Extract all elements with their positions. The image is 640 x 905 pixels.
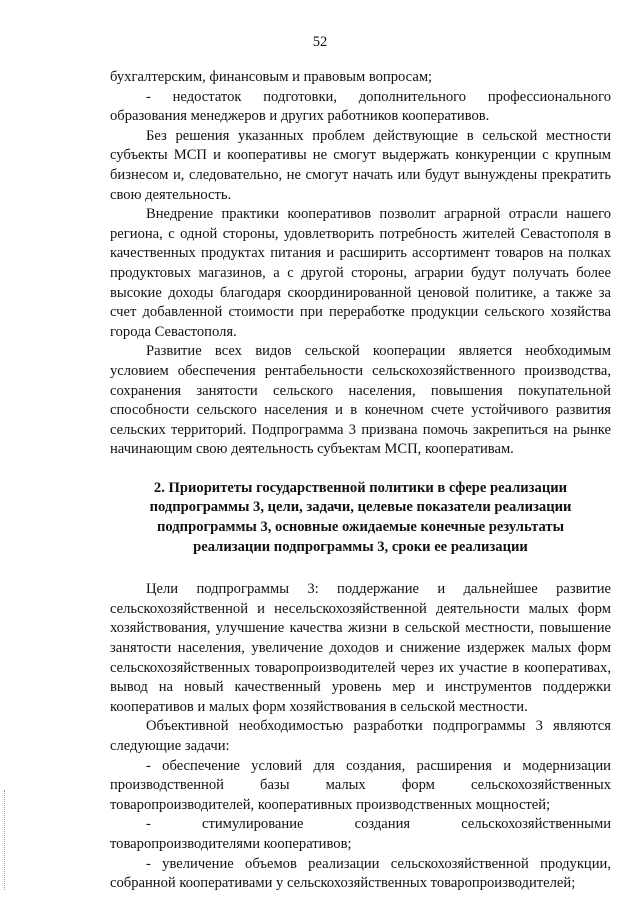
page-number: 52: [312, 34, 328, 50]
paragraph: Объективной необходимостью разработки подпрограммы 3 являются следующие задачи:: [110, 718, 611, 754]
paragraph: Без решения указанных проблем действующие в сельской местности субъекты МСП и кооперативы не смогут выдержать конкуренции с крупным бизнесом и, следовательно, не смогут начать или будут вынуждены прекратить свою деятельность.: [110, 127, 611, 203]
heading-line: подпрограммы 3, цели, задачи, целевые показатели реализации: [149, 499, 572, 516]
paragraph: Внедрение практики кооперативов позволит аграрной отрасли нашего региона, с одной стороны, удовлетворить потребность жителей Севастополя в качественных продуктах питания и расширить ассортимент товаров на полках продуктовых магазинов, а с другой стороны, аграрии будут получать более высокие доходы благодаря скоординированной ценовой политике, а также за счет добавленной стоимости при переработке продукции сельского хозяйства города Севастополя.: [110, 206, 611, 340]
paragraph: - стимулирование создания сельскохозяйственными товаропроизводителями кооперативов;: [110, 816, 611, 852]
heading-line: подпрограммы 3, основные ожидаемые конечные результаты: [157, 519, 564, 536]
document-body: [110, 68, 611, 894]
paragraphs-top: [110, 68, 611, 460]
paragraph: - увеличение объемов реализации сельскохозяйственной продукции, собранной кооперативами у сельскохозяйственных товаропроизводителей;: [110, 855, 611, 892]
heading-line: реализации подпрограммы 3, сроки ее реализации: [193, 538, 528, 555]
paragraph: - недостаток подготовки, дополнительного профессионального образования менеджеров и других работников кооперативов.: [110, 88, 611, 125]
heading-line: 2. Приоритеты государственной политики в сфере реализации: [153, 479, 568, 496]
scan-margin-mark: [4, 790, 6, 890]
paragraphs-bottom: [110, 580, 611, 894]
paragraph: Цели подпрограммы 3: поддержание и дальнейшее развитие сельскохозяйственной и несельскохозяйственной деятельности малых форм хозяйствования, улучшение качества жизни в сельской местности, повышение занятости населения, увеличение доходов и снижение издержек малых форм сельскохозяйственных товаропроизводителей через их участие в кооперативах, вывод на новый качественный уровень мер и инструментов поддержки кооперативов и малых форм хозяйствования в сельской местности.: [110, 581, 611, 715]
section-heading: [110, 479, 611, 557]
paragraph: - обеспечение условий для создания, расширения и модернизации производственной базы малых форм сельскохозяйственных товаропроизводителей, кооперативных производственных мощностей;: [110, 757, 611, 813]
paragraph: Развитие всех видов сельской кооперации является необходимым условием обеспечения рентабельности сельскохозяйственного производства, сохранения занятости сельского населения, повышения покупательной способности сельского населения и в конечном счете устойчивого развития сельских территорий. Подпрограмма 3 призвана помочь закрепиться на рынке начинающим свою деятельность субъектам МСП, кооперативам.: [110, 343, 611, 458]
paragraph: бухгалтерским, финансовым и правовым вопросам;: [110, 69, 433, 85]
